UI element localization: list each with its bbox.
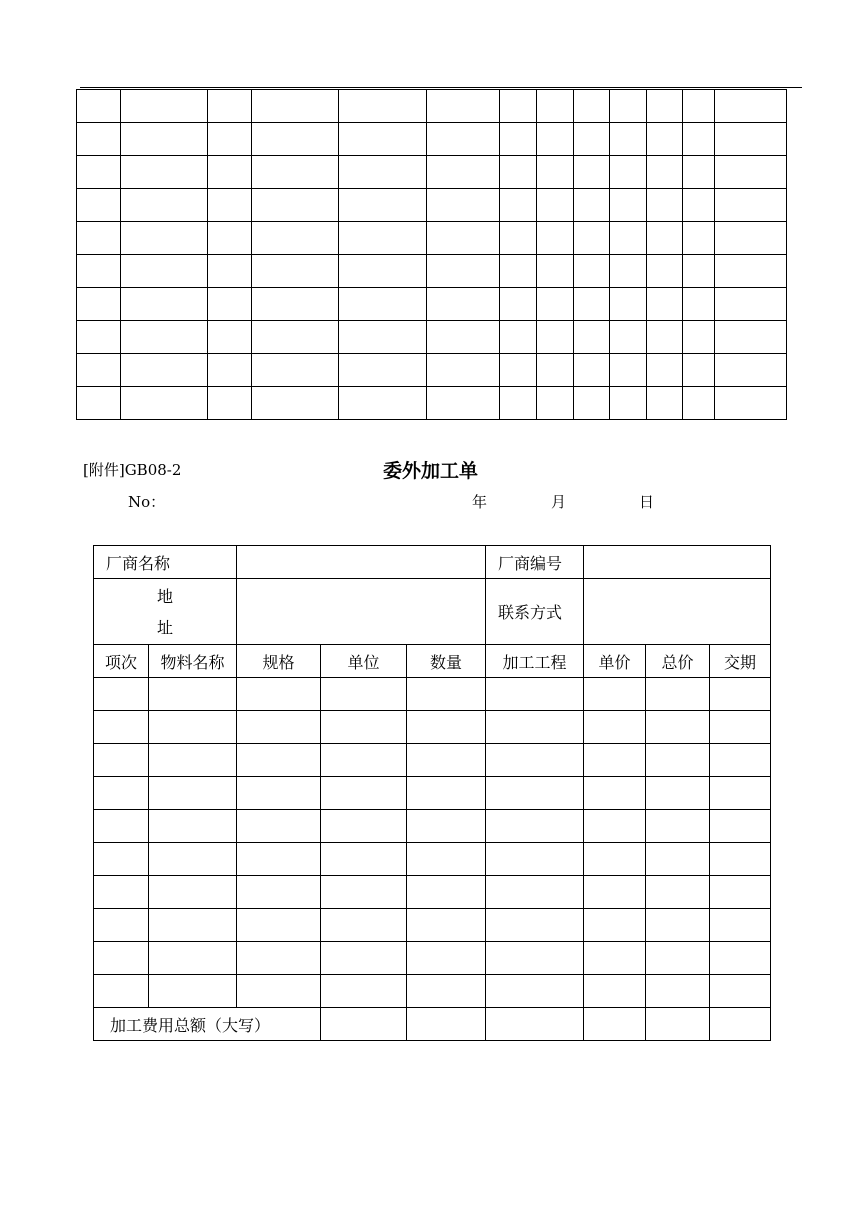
item-cell[interactable] (94, 777, 149, 810)
item-cell[interactable] (321, 942, 407, 975)
item-cell[interactable] (646, 711, 710, 744)
item-cell[interactable] (94, 810, 149, 843)
grid-cell[interactable] (339, 255, 427, 288)
grid-cell[interactable] (339, 354, 427, 387)
item-cell[interactable] (710, 711, 771, 744)
grid-cell[interactable] (683, 387, 715, 420)
grid-cell[interactable] (537, 90, 574, 123)
grid-cell[interactable] (537, 255, 574, 288)
table-row (94, 711, 771, 744)
grid-cell[interactable] (121, 321, 208, 354)
item-cell[interactable] (237, 711, 321, 744)
item-cell[interactable] (237, 777, 321, 810)
grid-cell[interactable] (647, 222, 683, 255)
item-cell[interactable] (321, 876, 407, 909)
date-year-label: 年 (472, 493, 488, 511)
grid-cell[interactable] (208, 288, 252, 321)
grid-cell[interactable] (427, 123, 500, 156)
item-cell[interactable] (149, 975, 237, 1008)
grid-cell[interactable] (252, 255, 339, 288)
item-cell[interactable] (149, 909, 237, 942)
grid-cell[interactable] (121, 222, 208, 255)
table-row (77, 156, 787, 189)
item-cell[interactable] (321, 810, 407, 843)
total-cell[interactable] (584, 1008, 646, 1041)
total-amount-field[interactable] (321, 1008, 407, 1041)
grid-cell[interactable] (683, 222, 715, 255)
grid-cell[interactable] (683, 90, 715, 123)
grid-cell[interactable] (208, 321, 252, 354)
grid-cell[interactable] (500, 255, 537, 288)
item-cell[interactable] (584, 678, 646, 711)
table-row (77, 222, 787, 255)
column-header: 单位 (321, 645, 407, 678)
item-cell[interactable] (149, 711, 237, 744)
table-row (94, 843, 771, 876)
grid-cell[interactable] (77, 288, 121, 321)
grid-cell[interactable] (715, 321, 787, 354)
grid-cell[interactable] (500, 222, 537, 255)
item-cell[interactable] (646, 744, 710, 777)
item-cell[interactable] (407, 678, 486, 711)
grid-cell[interactable] (610, 156, 647, 189)
item-cell[interactable] (149, 678, 237, 711)
item-cell[interactable] (321, 975, 407, 1008)
grid-cell[interactable] (252, 222, 339, 255)
grid-cell[interactable] (121, 90, 208, 123)
item-cell[interactable] (710, 843, 771, 876)
grid-cell[interactable] (121, 387, 208, 420)
grid-cell[interactable] (77, 189, 121, 222)
grid-cell[interactable] (252, 354, 339, 387)
grid-cell[interactable] (339, 90, 427, 123)
item-cell[interactable] (94, 843, 149, 876)
grid-cell[interactable] (427, 321, 500, 354)
grid-cell[interactable] (500, 123, 537, 156)
total-row (94, 1008, 771, 1041)
grid-cell[interactable] (715, 123, 787, 156)
item-cell[interactable] (94, 909, 149, 942)
total-amount-label: 加工费用总额（大写） (94, 1008, 321, 1041)
grid-cell[interactable] (683, 288, 715, 321)
item-cell[interactable] (584, 711, 646, 744)
number-label: No： (128, 493, 166, 511)
grid-cell[interactable] (537, 354, 574, 387)
item-cell[interactable] (584, 909, 646, 942)
item-cell[interactable] (646, 777, 710, 810)
item-cell[interactable] (584, 843, 646, 876)
item-cell[interactable] (94, 876, 149, 909)
grid-cell[interactable] (574, 90, 610, 123)
grid-cell[interactable] (427, 189, 500, 222)
item-cell[interactable] (94, 711, 149, 744)
grid-cell[interactable] (427, 222, 500, 255)
item-cell[interactable] (486, 744, 584, 777)
grid-cell[interactable] (647, 189, 683, 222)
item-cell[interactable] (321, 678, 407, 711)
grid-cell[interactable] (610, 189, 647, 222)
item-cell[interactable] (94, 744, 149, 777)
item-cell[interactable] (149, 876, 237, 909)
grid-cell[interactable] (77, 354, 121, 387)
grid-cell[interactable] (610, 90, 647, 123)
column-header: 物料名称 (149, 645, 237, 678)
item-cell[interactable] (486, 942, 584, 975)
vendor-code-field[interactable] (584, 546, 771, 579)
grid-cell[interactable] (208, 123, 252, 156)
grid-cell[interactable] (252, 123, 339, 156)
grid-cell[interactable] (683, 321, 715, 354)
grid-cell[interactable] (339, 222, 427, 255)
column-header: 总价 (646, 645, 710, 678)
grid-cell[interactable] (500, 156, 537, 189)
continued-grid-table (76, 89, 787, 420)
item-cell[interactable] (321, 909, 407, 942)
grid-cell[interactable] (647, 90, 683, 123)
item-cell[interactable] (486, 678, 584, 711)
item-cell[interactable] (237, 810, 321, 843)
item-cell[interactable] (407, 744, 486, 777)
item-cell[interactable] (710, 876, 771, 909)
grid-cell[interactable] (339, 321, 427, 354)
grid-cell[interactable] (121, 123, 208, 156)
item-cell[interactable] (646, 909, 710, 942)
grid-cell[interactable] (647, 321, 683, 354)
item-cell[interactable] (237, 678, 321, 711)
item-cell[interactable] (646, 975, 710, 1008)
grid-cell[interactable] (715, 288, 787, 321)
table-row (77, 255, 787, 288)
column-header-row (94, 645, 771, 678)
grid-cell[interactable] (77, 156, 121, 189)
grid-cell[interactable] (252, 90, 339, 123)
grid-cell[interactable] (715, 156, 787, 189)
grid-cell[interactable] (574, 321, 610, 354)
grid-cell[interactable] (427, 255, 500, 288)
grid-cell[interactable] (574, 387, 610, 420)
grid-cell[interactable] (500, 321, 537, 354)
grid-cell[interactable] (208, 156, 252, 189)
grid-cell[interactable] (715, 387, 787, 420)
item-cell[interactable] (321, 711, 407, 744)
column-header: 数量 (407, 645, 486, 678)
grid-cell[interactable] (610, 354, 647, 387)
grid-cell[interactable] (715, 189, 787, 222)
grid-cell[interactable] (683, 255, 715, 288)
grid-cell[interactable] (647, 255, 683, 288)
table-row (77, 90, 787, 123)
table-row (94, 876, 771, 909)
grid-cell[interactable] (500, 90, 537, 123)
item-cell[interactable] (149, 942, 237, 975)
table-row (94, 777, 771, 810)
grid-cell[interactable] (537, 123, 574, 156)
item-cell[interactable] (486, 975, 584, 1008)
item-cell[interactable] (407, 843, 486, 876)
item-cell[interactable] (407, 975, 486, 1008)
grid-cell[interactable] (208, 189, 252, 222)
item-cell[interactable] (710, 909, 771, 942)
grid-cell[interactable] (537, 321, 574, 354)
grid-cell[interactable] (427, 354, 500, 387)
item-cell[interactable] (710, 744, 771, 777)
address-label-2: 址 (157, 617, 174, 637)
grid-cell[interactable] (500, 189, 537, 222)
table-row (77, 387, 787, 420)
grid-cell[interactable] (208, 255, 252, 288)
total-cell[interactable] (646, 1008, 710, 1041)
item-cell[interactable] (94, 975, 149, 1008)
item-cell[interactable] (584, 810, 646, 843)
address-label (94, 579, 237, 645)
grid-cell[interactable] (647, 387, 683, 420)
table-row (94, 975, 771, 1008)
item-cell[interactable] (237, 942, 321, 975)
item-cell[interactable] (486, 876, 584, 909)
grid-cell[interactable] (339, 189, 427, 222)
grid-cell[interactable] (647, 354, 683, 387)
item-cell[interactable] (407, 942, 486, 975)
table-row (77, 123, 787, 156)
item-cell[interactable] (149, 810, 237, 843)
table-row (94, 942, 771, 975)
grid-cell[interactable] (683, 354, 715, 387)
column-header: 加工工程 (486, 645, 584, 678)
grid-cell[interactable] (500, 387, 537, 420)
total-cell[interactable] (407, 1008, 486, 1041)
item-cell[interactable] (321, 777, 407, 810)
item-cell[interactable] (710, 975, 771, 1008)
item-cell[interactable] (710, 678, 771, 711)
grid-cell[interactable] (715, 255, 787, 288)
item-cell[interactable] (407, 909, 486, 942)
grid-cell[interactable] (574, 156, 610, 189)
item-cell[interactable] (584, 975, 646, 1008)
item-cell[interactable] (237, 975, 321, 1008)
table-row (77, 189, 787, 222)
item-cell[interactable] (646, 843, 710, 876)
item-cell[interactable] (646, 942, 710, 975)
item-cell[interactable] (149, 744, 237, 777)
table-row (94, 678, 771, 711)
item-cell[interactable] (486, 909, 584, 942)
vendor-code-label: 厂商编号 (486, 546, 584, 579)
grid-cell[interactable] (252, 321, 339, 354)
grid-cell[interactable] (500, 354, 537, 387)
grid-cell[interactable] (121, 354, 208, 387)
total-cell[interactable] (710, 1008, 771, 1041)
grid-cell[interactable] (77, 255, 121, 288)
item-cell[interactable] (407, 876, 486, 909)
grid-cell[interactable] (715, 354, 787, 387)
grid-cell[interactable] (574, 354, 610, 387)
column-header: 交期 (710, 645, 771, 678)
item-cell[interactable] (584, 777, 646, 810)
contact-field[interactable] (584, 579, 771, 645)
grid-cell[interactable] (647, 156, 683, 189)
column-header: 单价 (584, 645, 646, 678)
total-cell[interactable] (486, 1008, 584, 1041)
grid-cell[interactable] (647, 288, 683, 321)
grid-cell[interactable] (715, 90, 787, 123)
vendor-name-label: 厂商名称 (94, 546, 237, 579)
grid-cell[interactable] (252, 156, 339, 189)
address-field[interactable] (237, 579, 486, 645)
date-day-label: 日 (639, 493, 655, 511)
item-cell[interactable] (710, 942, 771, 975)
grid-cell[interactable] (610, 288, 647, 321)
attachment-code: [附件]GB08-2 (83, 461, 182, 479)
grid-cell[interactable] (537, 387, 574, 420)
grid-cell[interactable] (610, 321, 647, 354)
item-cell[interactable] (321, 744, 407, 777)
table-row (77, 354, 787, 387)
item-cell[interactable] (646, 810, 710, 843)
grid-cell[interactable] (339, 156, 427, 189)
grid-cell[interactable] (537, 189, 574, 222)
contact-label: 联系方式 (486, 579, 584, 645)
grid-cell[interactable] (208, 354, 252, 387)
item-cell[interactable] (710, 777, 771, 810)
vendor-name-field[interactable] (237, 546, 486, 579)
grid-cell[interactable] (537, 156, 574, 189)
grid-cell[interactable] (427, 387, 500, 420)
table-row (77, 321, 787, 354)
date-month-label: 月 (551, 493, 567, 511)
grid-cell[interactable] (77, 321, 121, 354)
grid-cell[interactable] (500, 288, 537, 321)
grid-cell[interactable] (610, 387, 647, 420)
grid-cell[interactable] (77, 90, 121, 123)
grid-cell[interactable] (610, 222, 647, 255)
grid-cell[interactable] (537, 288, 574, 321)
item-cell[interactable] (584, 744, 646, 777)
item-cell[interactable] (646, 678, 710, 711)
grid-cell[interactable] (121, 288, 208, 321)
item-cell[interactable] (486, 810, 584, 843)
item-cell[interactable] (407, 810, 486, 843)
item-cell[interactable] (646, 876, 710, 909)
grid-cell[interactable] (427, 156, 500, 189)
grid-cell[interactable] (683, 156, 715, 189)
item-cell[interactable] (237, 876, 321, 909)
grid-cell[interactable] (208, 90, 252, 123)
column-header: 规格 (237, 645, 321, 678)
table-row (94, 810, 771, 843)
grid-cell[interactable] (537, 222, 574, 255)
item-cell[interactable] (237, 744, 321, 777)
item-cell[interactable] (321, 843, 407, 876)
grid-cell[interactable] (77, 387, 121, 420)
item-cell[interactable] (149, 843, 237, 876)
item-cell[interactable] (94, 678, 149, 711)
top-rule (80, 87, 802, 88)
grid-cell[interactable] (647, 123, 683, 156)
grid-cell[interactable] (574, 288, 610, 321)
grid-cell[interactable] (77, 222, 121, 255)
grid-cell[interactable] (610, 123, 647, 156)
grid-cell[interactable] (208, 222, 252, 255)
address-label-1: 地 (157, 586, 174, 606)
column-header: 项次 (94, 645, 149, 678)
grid-cell[interactable] (121, 255, 208, 288)
grid-cell[interactable] (252, 387, 339, 420)
grid-cell[interactable] (121, 156, 208, 189)
item-cell[interactable] (710, 810, 771, 843)
item-cell[interactable] (486, 711, 584, 744)
grid-cell[interactable] (252, 288, 339, 321)
grid-cell[interactable] (574, 255, 610, 288)
grid-cell[interactable] (610, 255, 647, 288)
grid-cell[interactable] (77, 123, 121, 156)
grid-cell[interactable] (574, 123, 610, 156)
item-cell[interactable] (486, 843, 584, 876)
grid-cell[interactable] (121, 189, 208, 222)
grid-cell[interactable] (339, 387, 427, 420)
grid-cell[interactable] (208, 387, 252, 420)
item-cell[interactable] (407, 711, 486, 744)
item-cell[interactable] (237, 909, 321, 942)
item-cell[interactable] (584, 876, 646, 909)
table-row (94, 744, 771, 777)
item-cell[interactable] (407, 777, 486, 810)
grid-cell[interactable] (339, 123, 427, 156)
item-cell[interactable] (94, 942, 149, 975)
grid-cell[interactable] (683, 189, 715, 222)
grid-cell[interactable] (252, 189, 339, 222)
item-cell[interactable] (149, 777, 237, 810)
grid-cell[interactable] (574, 222, 610, 255)
grid-cell[interactable] (339, 288, 427, 321)
form-title: 委外加工单 (383, 460, 479, 482)
table-row (77, 288, 787, 321)
grid-cell[interactable] (574, 189, 610, 222)
grid-cell[interactable] (715, 222, 787, 255)
item-cell[interactable] (237, 843, 321, 876)
grid-cell[interactable] (427, 90, 500, 123)
table-row (94, 909, 771, 942)
outsourcing-order-table (93, 545, 771, 1041)
grid-cell[interactable] (427, 288, 500, 321)
item-cell[interactable] (584, 942, 646, 975)
item-cell[interactable] (486, 777, 584, 810)
grid-cell[interactable] (683, 123, 715, 156)
